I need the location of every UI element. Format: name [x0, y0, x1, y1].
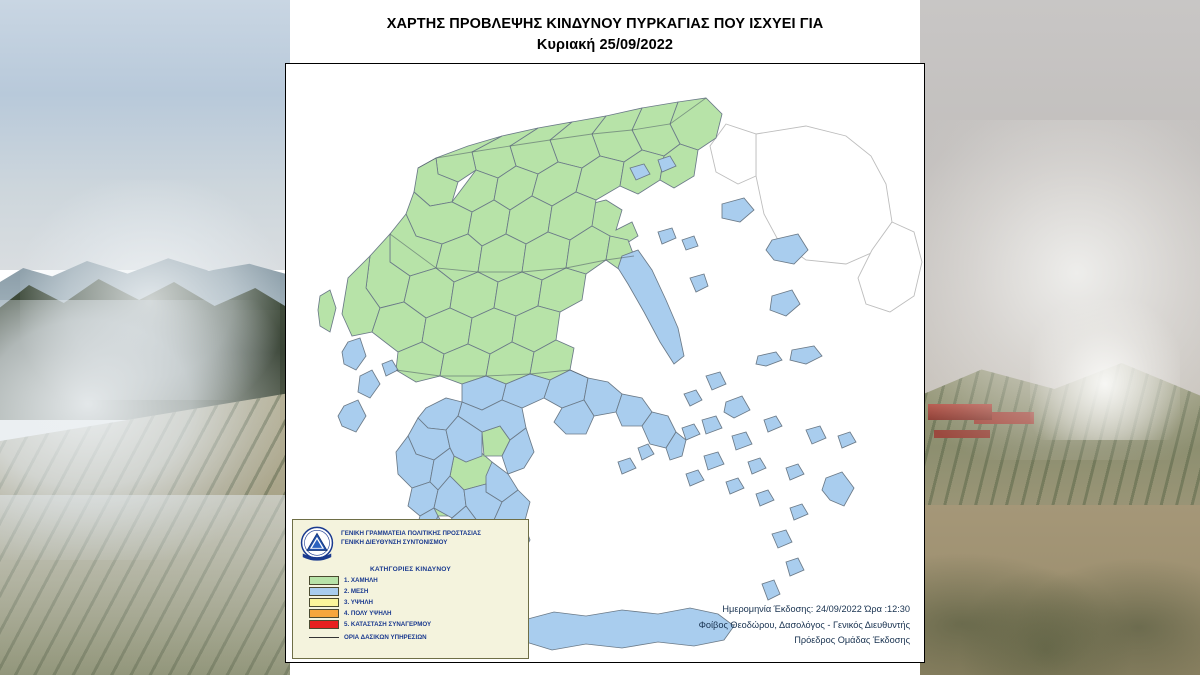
- photo-right-wildfire-smoke: [920, 0, 1200, 675]
- map-credits: [699, 602, 910, 648]
- photo-left-haze: [0, 495, 290, 675]
- legend-item-alert: [309, 619, 522, 630]
- legend-swatch-very-high: [309, 609, 339, 618]
- legend-org-line1: ΓΕΝΙΚΗ ΓΡΑΜΜΑΤΕΙΑ ΠΟΛΙΤΙΚΗΣ ΠΡΟΣΤΑΣΙΑΣ: [341, 530, 481, 537]
- legend-label-medium: 2. ΜΕΣΗ: [344, 588, 369, 595]
- page-title-line2: Κυριακή 25/09/2022: [536, 37, 674, 54]
- map-legend: [292, 519, 529, 659]
- credits-role: Πρόεδρος Ομάδας Έκδοσης: [794, 634, 910, 645]
- fire-risk-map-panel: [290, 0, 920, 675]
- boundary-line-icon: [309, 637, 339, 638]
- civil-protection-emblem-icon: [299, 525, 335, 563]
- photo-left-wildfire-smoke: [0, 0, 290, 675]
- legend-label-boundary: ΟΡΙΑ ΔΑΣΙΚΩΝ ΥΠΗΡΕΣΙΩΝ: [344, 634, 427, 641]
- legend-heading: ΚΑΤΗΓΟΡΙΕΣ ΚΙΝΔΥΝΟΥ: [369, 566, 452, 573]
- legend-label-low: 1. ΧΑΜΗΛΗ: [344, 577, 378, 584]
- page-title: [290, 0, 920, 56]
- map-frame: [285, 63, 925, 663]
- photo-right-smoke-plume: [1030, 300, 1180, 440]
- legend-item-very-high: [309, 608, 522, 619]
- legend-label-alert: 5. ΚΑΤΑΣΤΑΣΗ ΣΥΝΑΓΕΡΜΟΥ: [344, 621, 432, 628]
- legend-swatch-medium: [309, 587, 339, 596]
- legend-label-very-high: 4. ΠΟΛΥ ΥΨΗΛΗ: [344, 610, 392, 617]
- legend-organization: [341, 525, 481, 548]
- legend-header: [299, 525, 522, 563]
- legend-org-line2: ΓΕΝΙΚΗ ΔΙΕΥΘΥΝΣΗ ΣΥΝΤΟΝΙΣΜΟΥ: [341, 539, 448, 547]
- photo-right-scrubland: [920, 505, 1200, 675]
- legend-item-medium: [309, 586, 522, 597]
- legend-label-high: 3. ΥΨΗΛΗ: [344, 599, 373, 606]
- legend-swatch-alert: [309, 620, 339, 629]
- page-title-line1: ΧΑΡΤΗΣ ΠΡΟΒΛΕΨΗΣ ΚΙΝΔΥΝΟΥ ΠΥΡΚΑΓΙΑΣ ΠΟΥ ΙΣΧΥΕΙ ΓΙΑ: [386, 16, 824, 32]
- credits-author: Φοίβος Θεοδώρου, Δασολόγος - Γενικός Διευθυντής: [698, 619, 910, 630]
- legend-swatch-high: [309, 598, 339, 607]
- legend-swatch-low: [309, 576, 339, 585]
- legend-item-boundary: [309, 634, 522, 641]
- legend-item-high: [309, 597, 522, 608]
- legend-category-list: [309, 575, 522, 630]
- legend-item-low: [309, 575, 522, 586]
- credits-issue-datetime: Ημερομηνία Έκδοσης: 24/09/2022 Ώρα :12:30: [722, 604, 910, 615]
